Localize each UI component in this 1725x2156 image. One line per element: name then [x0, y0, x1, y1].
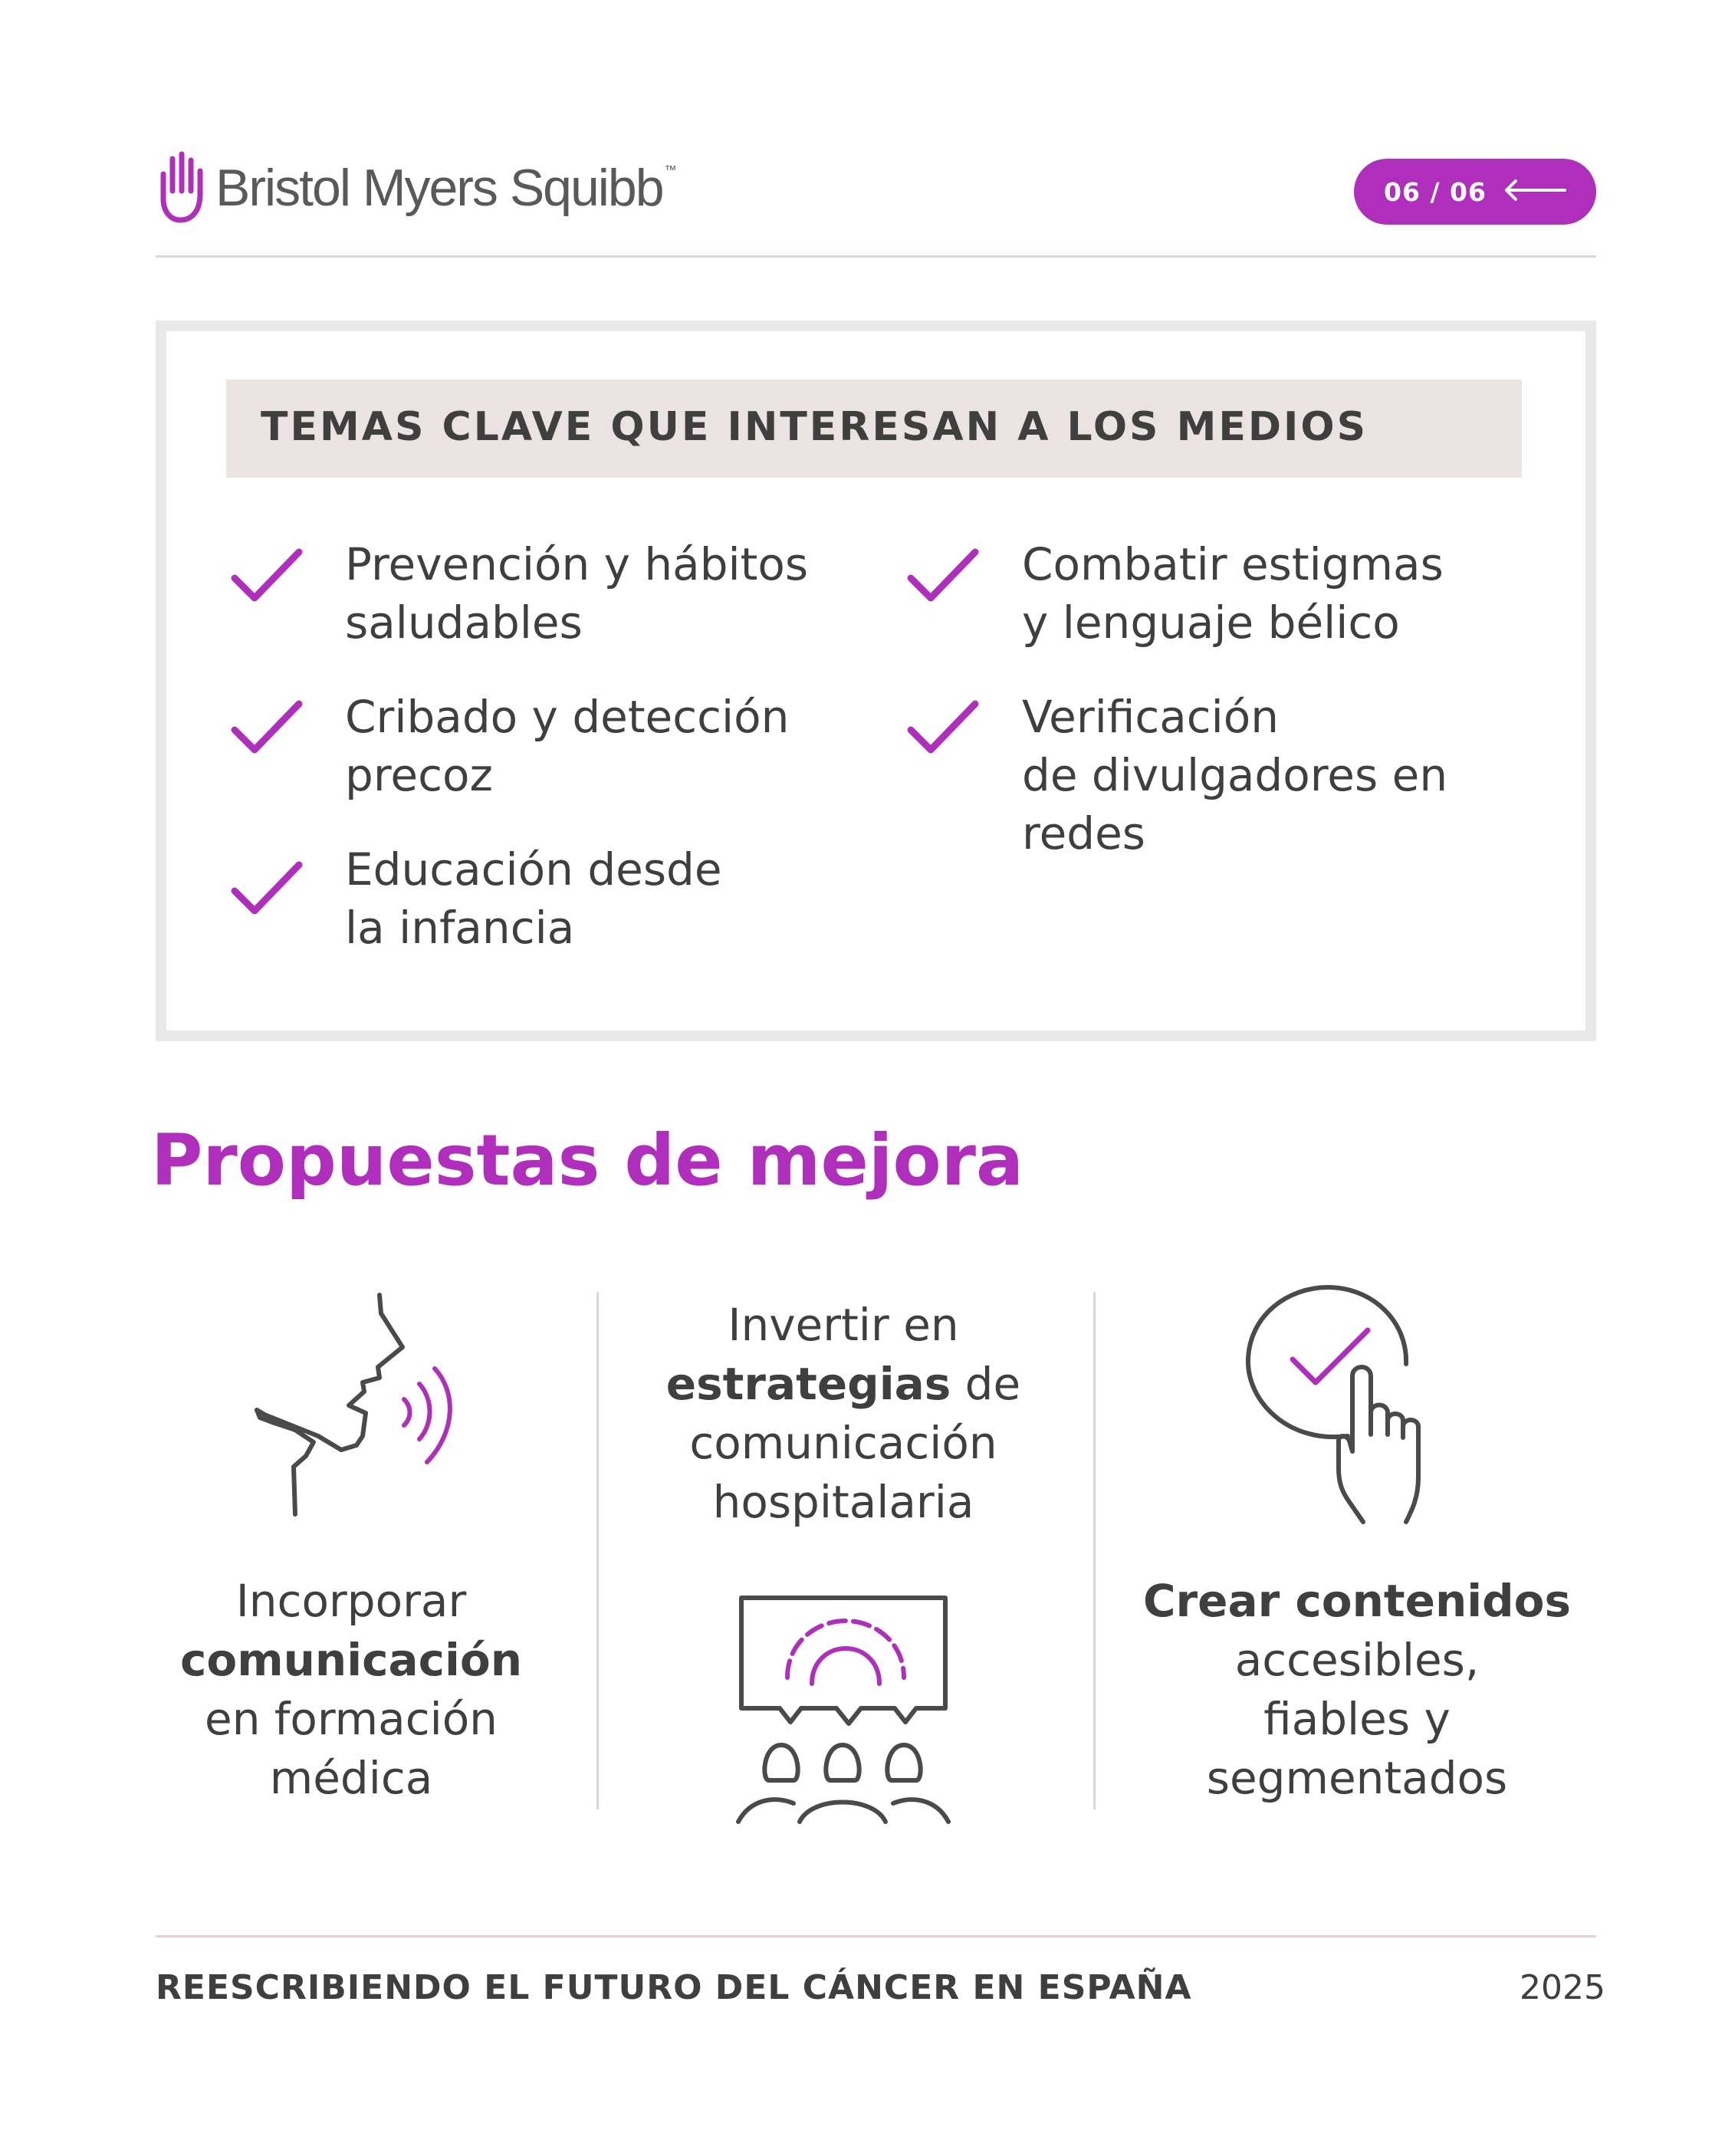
topics-title: TEMAS CLAVE QUE INTERESAN A LOS MEDIOS [261, 404, 1368, 450]
proposal-line: accesibles, [1234, 1634, 1480, 1686]
touch-check-icon [1242, 1284, 1457, 1530]
proposal-line: de [951, 1358, 1021, 1410]
footer-title: REESCRIBIENDO EL FUTURO DEL CÁNCER EN ESPAÑA [156, 1968, 1192, 2007]
proposal-line: hospitalaria [712, 1476, 974, 1528]
topic-item: Educación desde la infancia [345, 843, 722, 954]
proposal-line: Invertir en [728, 1299, 959, 1351]
proposal-text [1142, 1572, 1572, 1808]
topic-item: Cribado y detección precoz [345, 691, 790, 801]
proposal-line: fiables y [1263, 1693, 1451, 1745]
footer-year: 2025 [1520, 1968, 1605, 2007]
arrow-left-icon [1503, 179, 1566, 205]
presentation-audience-icon [732, 1595, 962, 1825]
topic-item: Prevención y hábitos saludables [345, 538, 809, 649]
proposal-line: médica [269, 1752, 433, 1804]
footer-divider [156, 1935, 1596, 1937]
proposal-bold: estrategias [665, 1358, 951, 1410]
proposal-text [140, 1572, 562, 1808]
check-icon [228, 859, 305, 920]
speaking-head-icon [249, 1292, 472, 1522]
column-divider [596, 1292, 599, 1809]
brand-name: Bristol Myers Squibb [215, 159, 663, 217]
hand-logo-icon [156, 151, 205, 225]
proposal-line: en formación [205, 1693, 498, 1745]
column-divider [1093, 1292, 1096, 1809]
topic-item: Verificación de divulgadores en redes [1022, 691, 1448, 859]
topic-item: Combatir estigmas y lenguaje bélico [1022, 538, 1444, 649]
check-icon [228, 698, 305, 759]
proposal-line: Incorporar [235, 1575, 467, 1627]
page-indicator-button[interactable] [1354, 159, 1596, 225]
proposal-bold: comunicación [179, 1634, 523, 1686]
proposal-bold: Crear contenidos [1142, 1575, 1572, 1627]
section-title: Propuestas de mejora [151, 1119, 1024, 1201]
trademark: ™ [664, 164, 677, 177]
header-divider [156, 255, 1596, 258]
check-icon [228, 546, 305, 607]
check-icon [905, 698, 981, 759]
check-icon [905, 546, 981, 607]
proposal-line: comunicación [689, 1417, 997, 1469]
proposal-text [629, 1296, 1058, 1532]
page-number: 06 / 06 [1384, 176, 1487, 207]
proposal-line: segmentados [1206, 1752, 1508, 1804]
brand-logo [156, 150, 677, 226]
